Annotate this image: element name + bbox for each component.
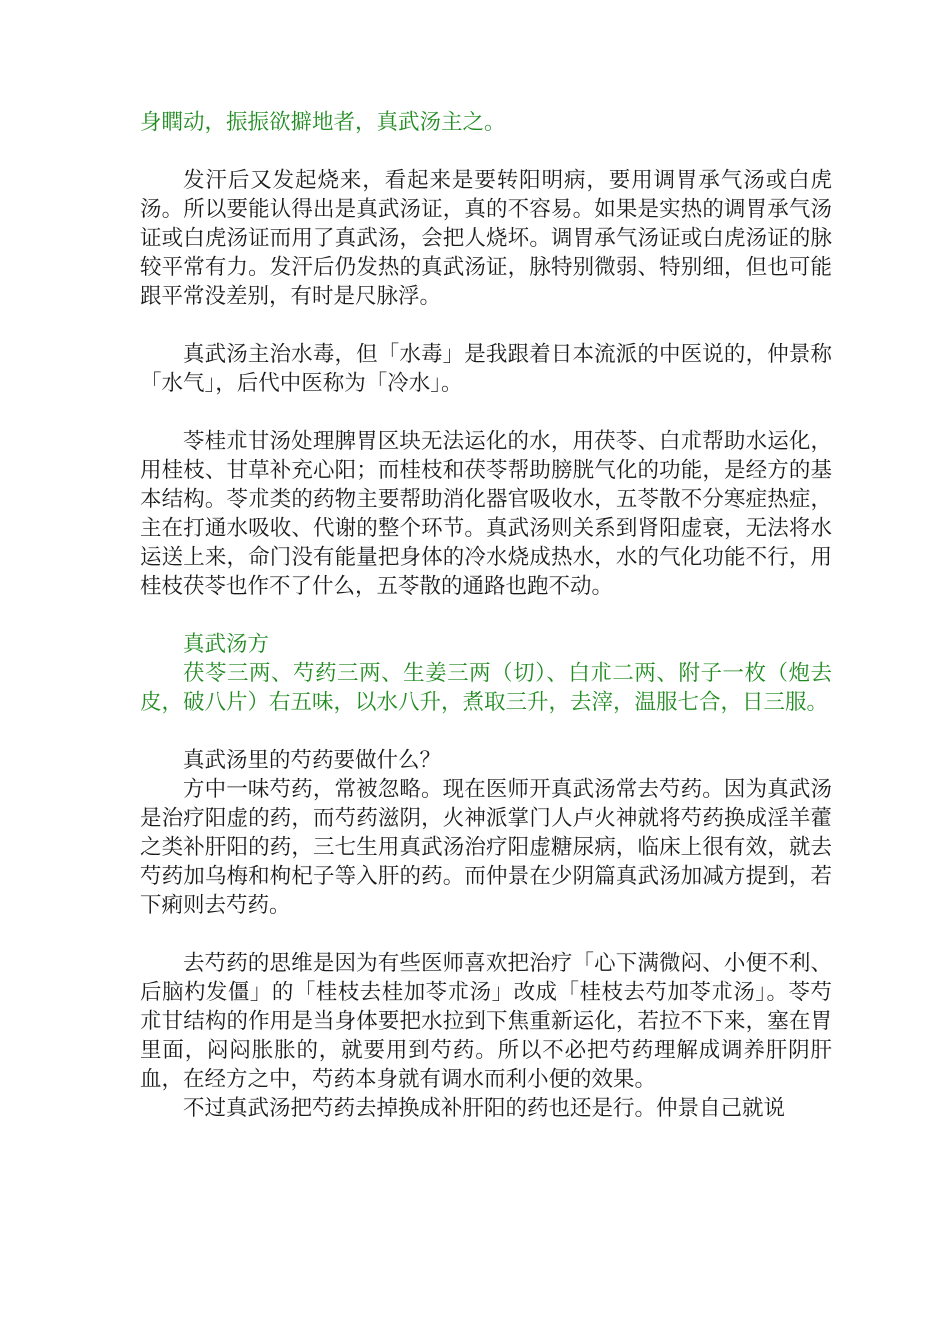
paragraph-remove-peony: 去芍药的思维是因为有些医师喜欢把治疗「心下满微闷、小便不利、后脑杓发僵」的「桂枝去桂加苓朮汤」改成「桂枝去芍加苓朮汤」。苓芍朮甘结构的作用是当身体要把水拉到下焦重新运化，若拉不下来，塞在胃里面，闷闷胀胀的，就要用到芍药。所以不必把芍药理解成调养肝阴肝血，在经方之中，芍药本身就有调水而利小便的效果。 [140,951,832,1092]
paragraph-water-toxin: 真武汤主治水毒，但「水毒」是我跟着日本流派的中医说的，仲景称「水气」，后代中医称为「冷水」。 [140,342,832,396]
paragraph-gap [140,137,832,166]
paragraph-commentary-fever: 发汗后又发起烧来，看起来是要转阳明病，要用调胃承气汤或白虎汤。所以要能认得出是真武汤证，真的不容易。如果是实热的调胃承气汤证或白虎汤证而用了真武汤，会把人烧坏。调胃承气汤证或白虎汤证的脉较平常有力。发汗后仍发热的真武汤证，脉特别微弱、特别细，但也可能跟平常没差别，有时是尺脉浮。 [140,168,832,309]
paragraph-gap [140,717,832,746]
paragraph-continuation: 不过真武汤把芍药去掉换成补肝阳的药也还是行。仲景自己就说 [183,1096,786,1121]
paragraph-gap [140,398,832,427]
paragraph-gap [140,920,832,949]
paragraph-gap [140,601,832,630]
paragraph-gap [140,311,832,340]
paragraph-peony-role: 方中一味芍药，常被忽略。现在医师开真武汤常去芍药。因为真武汤是治疗阳虚的药，而芍药滋阴，火神派掌门人卢火神就将芍药换成淫羊藿之类补肝阳的药，三七生用真武汤治疗阳虚糖尿病，临床上很有效，就去芍药加乌梅和枸杞子等入肝的药。而仲景在少阴篇真武汤加减方提到，若下痢则去芍药。 [140,777,832,918]
paragraph-linggui-zhugan: 苓桂朮甘汤处理脾胃区块无法运化的水，用茯苓、白朮帮助水运化，用桂枝、甘草补充心阳；而桂枝和茯苓帮助膀胱气化的功能，是经方的基本结构。苓朮类的药物主要帮助消化器官吸收水，五苓散不分寒症热症，主在打通水吸收、代谢的整个环节。真武汤则关系到肾阳虚衰，无法将水运送上来，命门没有能量把身体的冷水烧成热水，水的气化功能不行，用桂枝茯苓也作不了什么，五苓散的通路也跑不动。 [140,429,832,599]
formula-title: 真武汤方 [183,632,270,657]
formula-ingredients: 茯苓三两、芍药三两、生姜三两（切）、白朮二两、附子一枚（炮去皮，破八片）右五味，以水八升，煮取三升，去滓，温服七合，日三服。 [140,661,832,715]
document-page [140,108,832,1123]
section-question: 真武汤里的芍药要做什么？ [183,748,442,773]
paragraph-original-text: 身瞤动，振振欲擗地者，真武汤主之。 [140,110,506,135]
